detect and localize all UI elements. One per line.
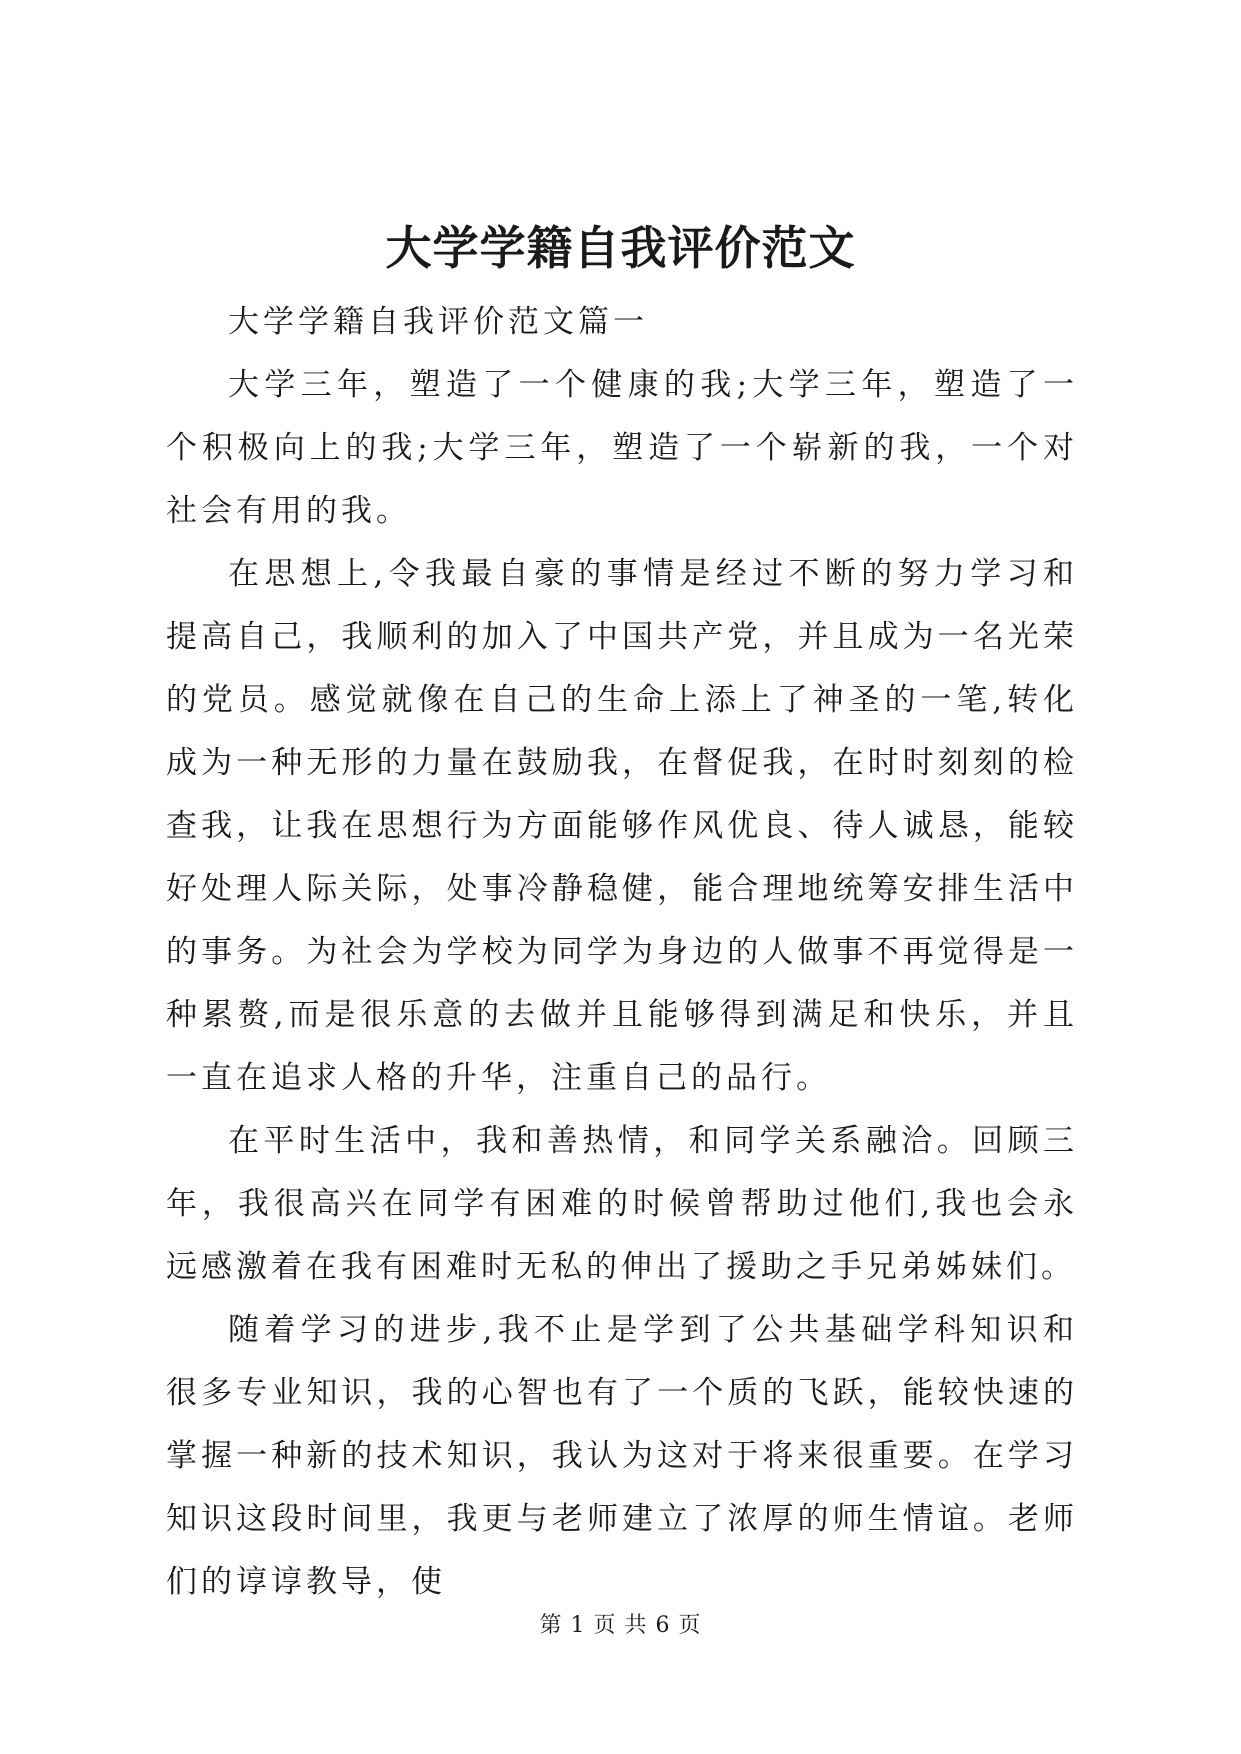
paragraph: 随着学习的进步,我不止是学到了公共基础学科知识和很多专业知识，我的心智也有了一个质的飞跃，能较快速的掌握一种新的技术知识，我认为这对于将来很重要。在学习知识这段时间里，我更与老师建立了浓厚的师生情谊。老师们的谆谆教导，使 xyxy=(166,1312,1078,1600)
paragraph: 在思想上,令我最自豪的事情是经过不断的努力学习和提高自己，我顺利的加入了中国共产党，并且成为一名光荣的党员。感觉就像在自己的生命上添上了神圣的一笔,转化成为一种无形的力量在鼓励我，在督促我，在时时刻刻的检查我，让我在思想行为方面能够作风优良、待人诚恳，能较好处理人际关际，处事冷静稳健，能合理地统筹安排生活中的事务。为社会为学校为同学为身边的人做事不再觉得是一种累赘,而是很乐意的去做并且能够得到满足和快乐，并且一直在追求人格的升华，注重自己的品行。 xyxy=(166,556,1078,1096)
paragraph: 大学三年，塑造了一个健康的我;大学三年，塑造了一个积极向上的我;大学三年，塑造了一个崭新的我，一个对社会有用的我。 xyxy=(166,367,1078,529)
section-heading: 大学学籍自我评价范文篇一 xyxy=(228,304,648,340)
paragraph: 在平时生活中，我和善热情，和同学关系融洽。回顾三年，我很高兴在同学有困难的时候曾帮助过他们,我也会永远感激着在我有困难时无私的伸出了援助之手兄弟姊妹们。 xyxy=(166,1123,1078,1285)
document-body xyxy=(166,291,1078,1614)
page-footer: 第 1 页 共 6 页 xyxy=(539,1613,702,1638)
document-title: 大学学籍自我评价范文 xyxy=(385,221,856,275)
